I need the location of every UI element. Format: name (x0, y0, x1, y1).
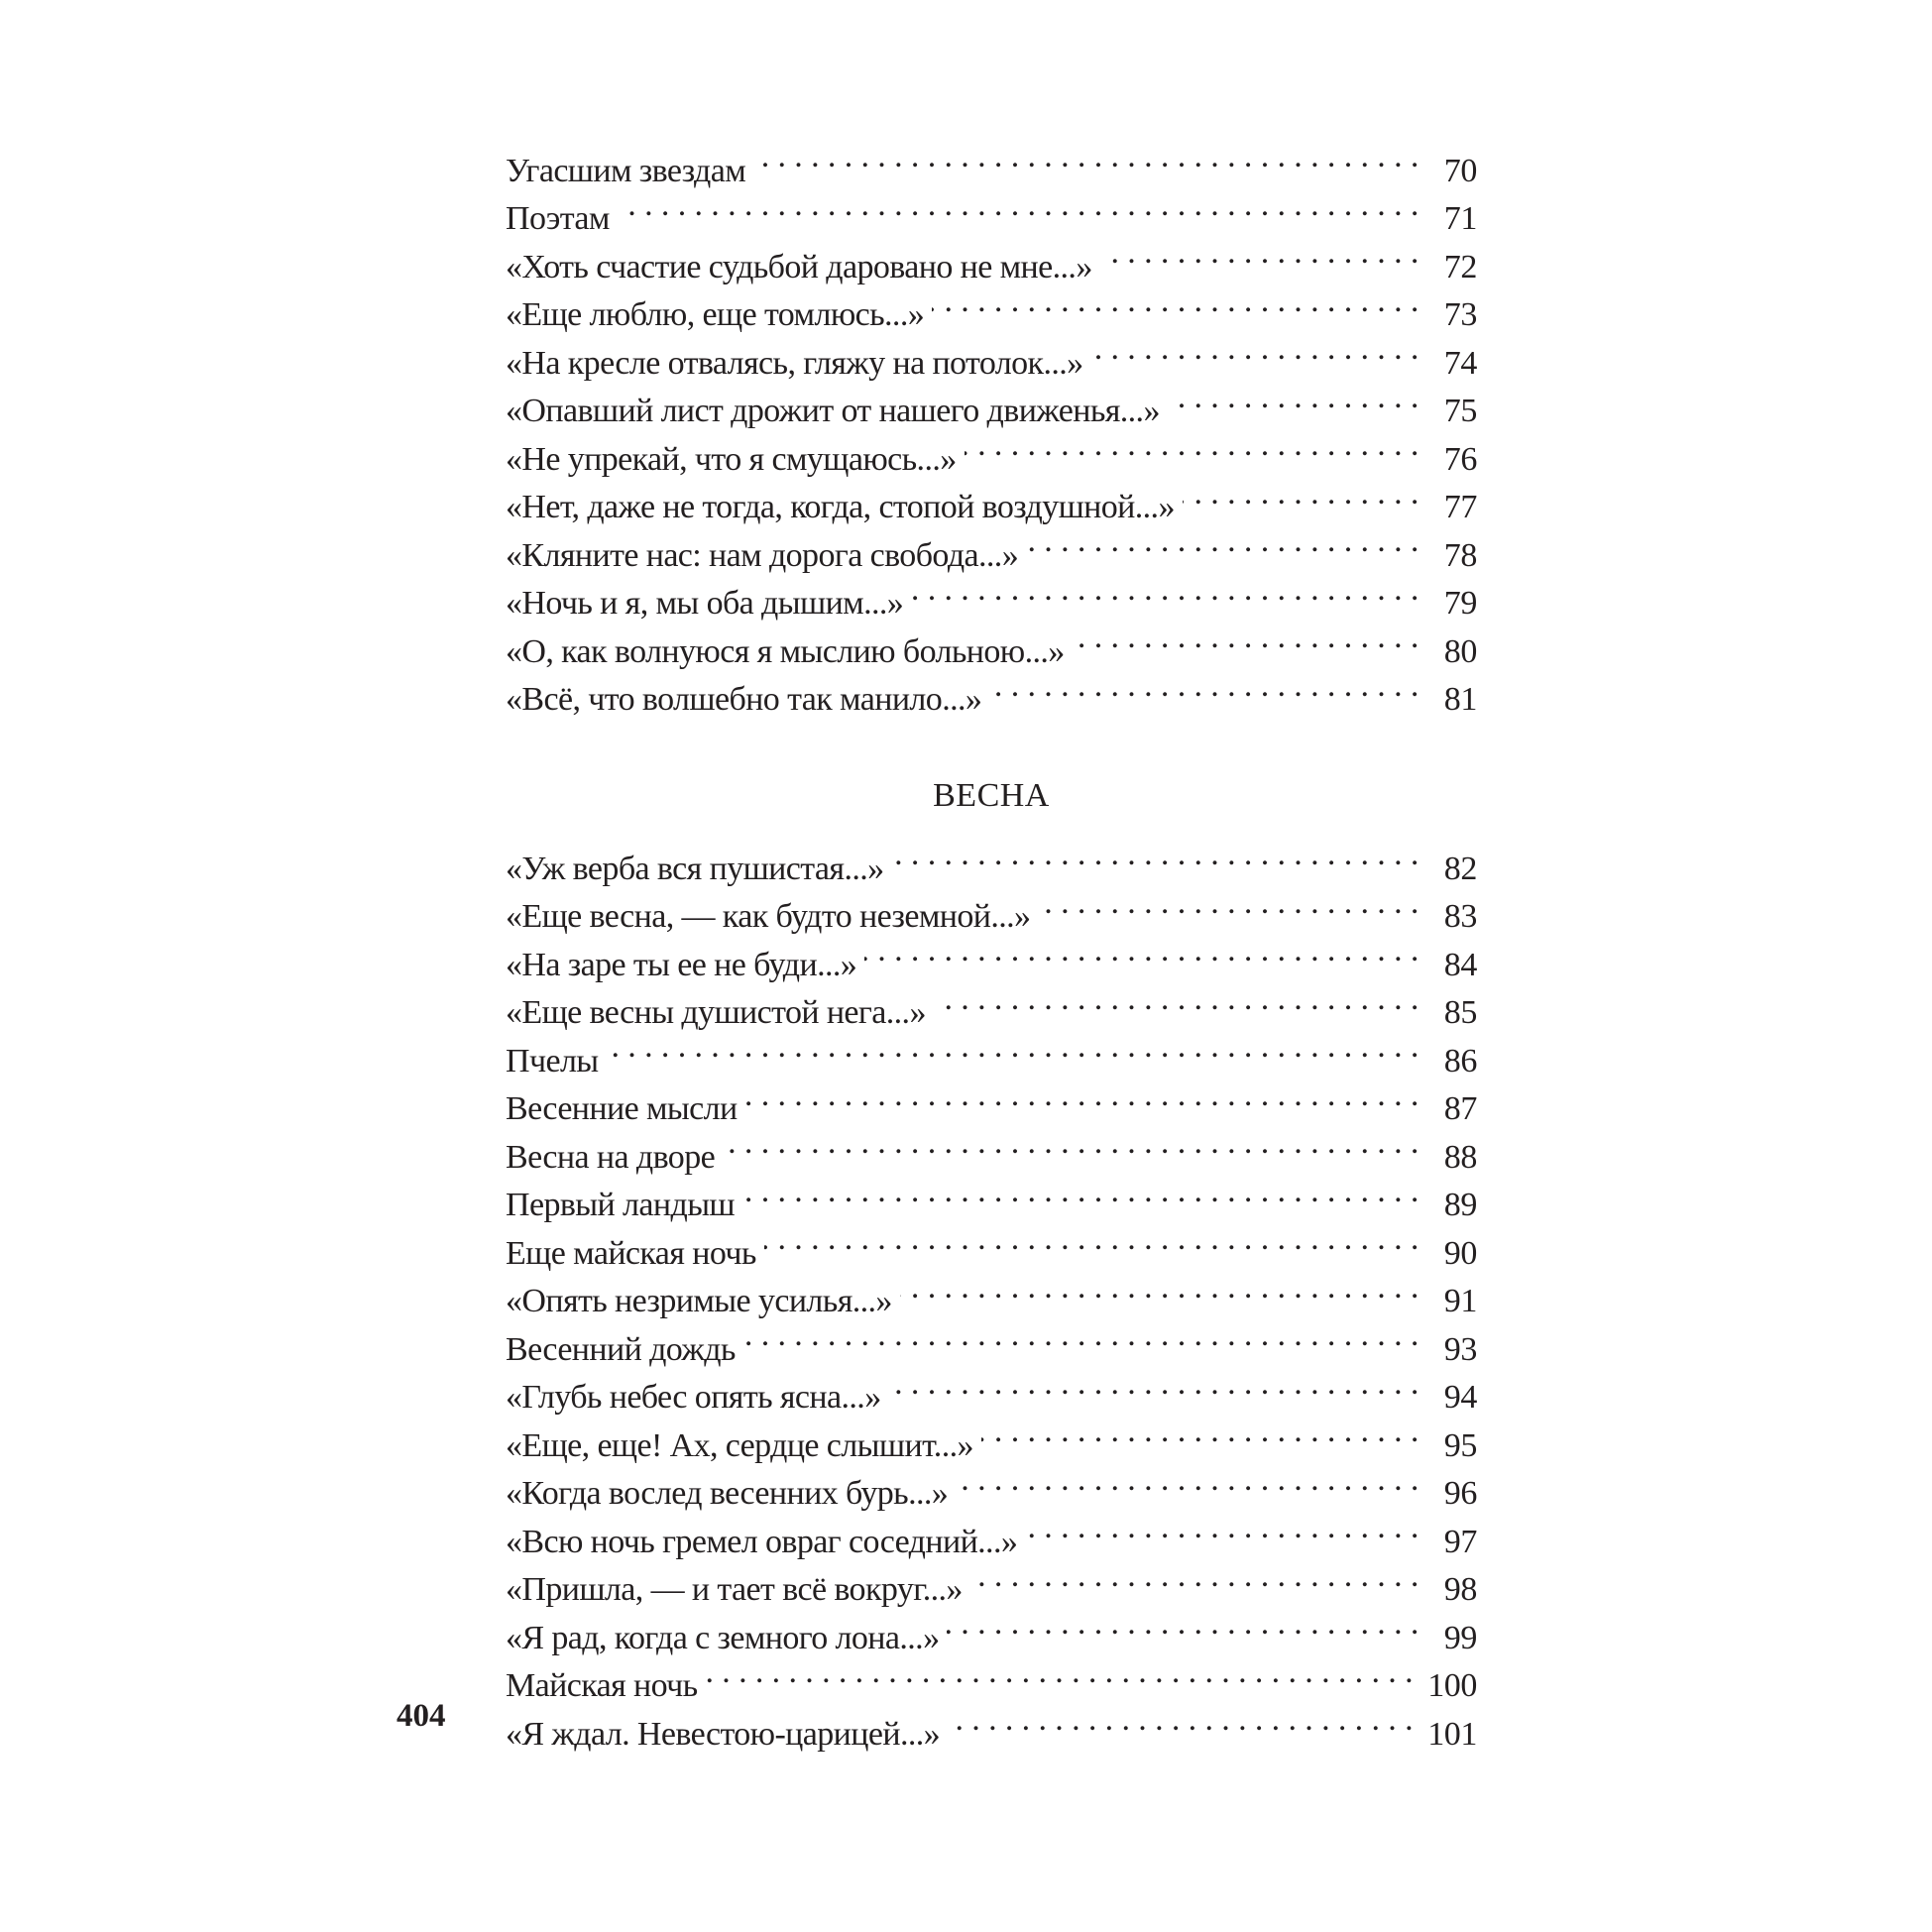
toc-entry-title: Пчелы (506, 1042, 599, 1080)
toc-entry-title: «Ночь и я, мы оба дышим...» (506, 585, 904, 622)
leader-dots (607, 1023, 1420, 1072)
toc-entry-title: Угасшим звездам (506, 152, 746, 189)
leader-dots (1026, 517, 1420, 566)
leader-dots (1100, 229, 1420, 278)
leader-dots (764, 1215, 1420, 1264)
leader-dots (618, 181, 1420, 230)
toc-entry-title: «На заре ты ее не буди...» (506, 946, 857, 983)
toc-entry-page: 81 (1443, 681, 1477, 718)
toc-entry-page: 85 (1443, 994, 1477, 1031)
toc-entry-page: 96 (1443, 1475, 1477, 1512)
toc-entry-page: 76 (1443, 440, 1477, 478)
toc-entry-title: «Кляните нас: нам дорога свобода...» (506, 536, 1019, 574)
toc-entry-page: 87 (1443, 1090, 1477, 1127)
toc-entry (506, 133, 1477, 189)
toc-entry-title: «Опавший лист дрожит от нашего движенья...» (506, 393, 1160, 429)
leader-dots (753, 133, 1420, 181)
toc-entry-page: 99 (1443, 1619, 1477, 1656)
page-number: 404 (397, 1698, 446, 1734)
toc-entry-title: «Еще люблю, еще томлюсь...» (506, 296, 925, 333)
toc-entry-page: 74 (1443, 344, 1477, 382)
leader-dots (970, 1552, 1420, 1601)
leader-dots (932, 278, 1420, 326)
leader-dots (1073, 614, 1420, 662)
toc-block-2 (506, 831, 1477, 1753)
leader-dots (864, 927, 1420, 975)
toc-entry-page: 82 (1443, 850, 1477, 887)
leader-dots (1091, 325, 1420, 374)
toc-entry-title: Еще майская ночь (506, 1234, 756, 1272)
toc-entry (506, 831, 1477, 887)
toc-entry-title: «Хоть счастие судьбой даровано не мне...» (506, 248, 1092, 285)
toc-entry-title: «Нет, даже не тогда, когда, стопой воздушной...» (506, 489, 1175, 525)
toc-entry-page: 80 (1443, 632, 1477, 670)
leader-dots (723, 1119, 1420, 1168)
toc-entry-title: «Еще весна, — как будто неземной...» (506, 898, 1031, 935)
toc-entry-page: 88 (1443, 1138, 1477, 1176)
toc-entry-title: «Еще, еще! Ах, сердце слышит...» (506, 1426, 973, 1464)
toc-entry-page: 83 (1443, 898, 1477, 935)
toc-entry-page: 71 (1443, 200, 1477, 237)
toc-entry-page: 89 (1443, 1187, 1477, 1223)
leader-dots (911, 566, 1420, 615)
toc-entry-title: «Опять незримые усилья...» (506, 1283, 892, 1319)
leader-dots (965, 421, 1420, 470)
toc-entry-title: «Когда вослед весенних бурь...» (506, 1475, 949, 1512)
toc-entry-title: «Не упрекай, что я смущаюсь...» (506, 440, 957, 478)
toc-entry-page: 100 (1427, 1667, 1477, 1704)
toc-entry-page: 90 (1443, 1234, 1477, 1272)
toc-entry-page: 79 (1443, 585, 1477, 622)
toc-entry-page: 75 (1443, 393, 1477, 429)
toc-entry-title: «О, как волнуюся я мыслию больною...» (506, 632, 1065, 670)
leader-dots (947, 1600, 1420, 1648)
toc-entry-page: 77 (1443, 489, 1477, 525)
leader-dots (981, 1408, 1420, 1456)
toc-entry-page: 95 (1443, 1426, 1477, 1464)
toc-entry-title: «На кресле отвалясь, гляжу на потолок...» (506, 344, 1083, 382)
toc-entry-page: 93 (1443, 1330, 1477, 1368)
leader-dots (742, 1168, 1420, 1216)
toc-entry (506, 1023, 1477, 1080)
toc-entry-title: Первый ландыш (506, 1187, 736, 1223)
leader-dots (1038, 879, 1420, 928)
toc-entry-title: «Всю ночь гремел овраг соседний...» (506, 1523, 1018, 1560)
leader-dots (743, 1311, 1420, 1360)
leader-dots (1168, 374, 1420, 422)
toc-entry-title: «Уж верба вся пушистая...» (506, 850, 884, 887)
toc-entry-page: 91 (1443, 1283, 1477, 1319)
toc-entry-title: Майская ночь (506, 1667, 698, 1704)
toc-entry-page: 84 (1443, 946, 1477, 983)
leader-dots (934, 975, 1420, 1024)
toc-entry-title: «Пришла, — и тает всё вокруг...» (506, 1571, 963, 1608)
toc-entry-page: 98 (1443, 1571, 1477, 1608)
toc-entry-title: «Всё, что волшебно так манило...» (506, 681, 982, 718)
section-heading: ВЕСНА (933, 777, 1050, 814)
toc-block-1 (506, 133, 1477, 718)
toc-entry-page: 94 (1443, 1379, 1477, 1416)
leader-dots (956, 1456, 1420, 1505)
toc-entry (506, 229, 1477, 285)
leader-dots (948, 1696, 1414, 1745)
toc-entry-title: «Я рад, когда с земного лона...» (506, 1619, 940, 1656)
leader-dots (1025, 1504, 1420, 1552)
toc-entry (506, 181, 1477, 237)
toc-entry-title: Весенние мысли (506, 1090, 738, 1127)
leader-dots (900, 1264, 1420, 1312)
toc-entry (506, 1072, 1477, 1127)
toc-entry-title: «Еще весны душистой нега...» (506, 994, 926, 1031)
leader-dots (706, 1648, 1415, 1697)
toc-entry-page: 97 (1443, 1523, 1477, 1560)
toc-entry-page: 73 (1443, 296, 1477, 333)
toc-entry-page: 78 (1443, 536, 1477, 574)
toc-entry-title: «Я ждал. Невестою-царицей...» (506, 1715, 941, 1753)
toc-entry-title: «Глубь небес опять ясна...» (506, 1379, 881, 1416)
toc-entry-page: 86 (1443, 1042, 1477, 1080)
leader-dots (745, 1072, 1420, 1120)
leader-dots (892, 831, 1420, 879)
leader-dots (889, 1360, 1420, 1409)
toc-entry-title: Весна на дворе (506, 1138, 716, 1176)
leader-dots (1183, 470, 1420, 518)
toc-entry-title: Поэтам (506, 200, 610, 237)
toc-entry-page: 72 (1443, 248, 1477, 285)
toc-entry-page: 70 (1443, 152, 1477, 189)
toc-entry-page: 101 (1427, 1715, 1477, 1753)
leader-dots (989, 662, 1420, 711)
toc-entry-title: Весенний дождь (506, 1330, 736, 1368)
